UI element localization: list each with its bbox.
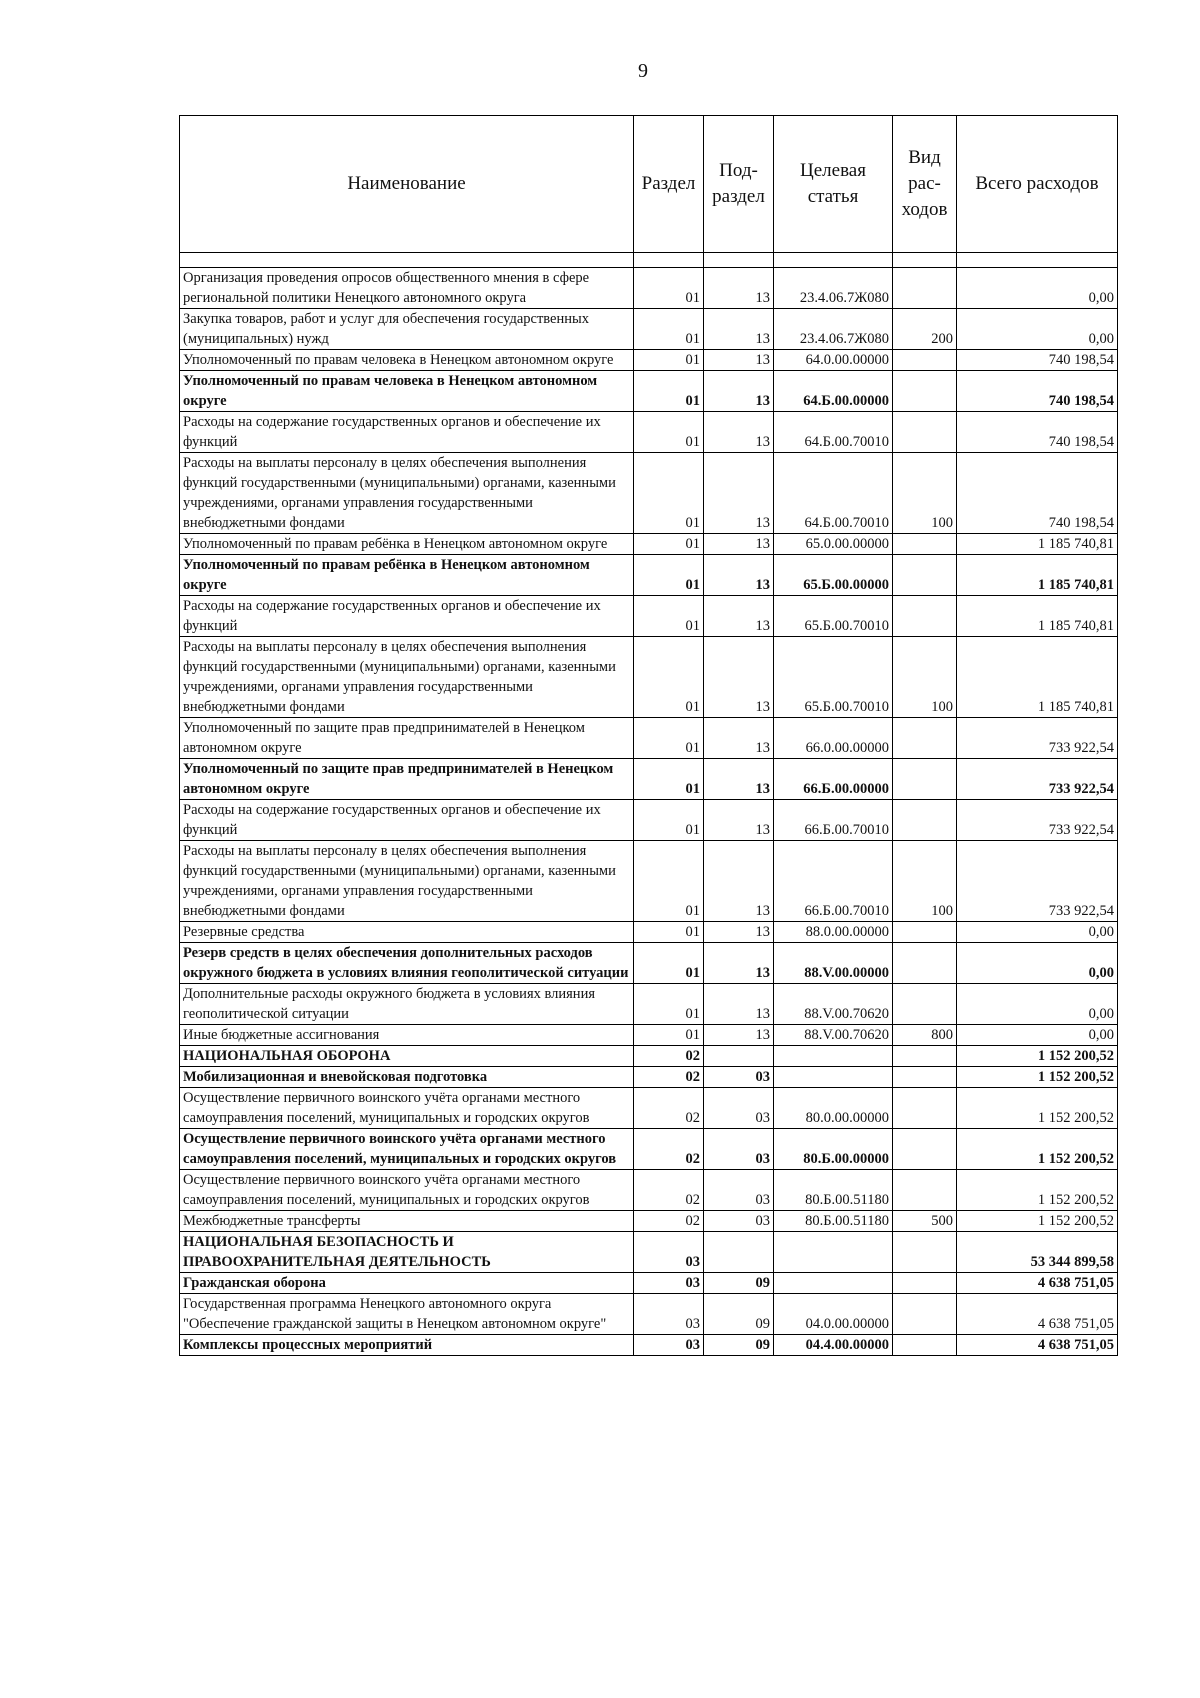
cell-total: 1 152 200,52 (957, 1170, 1118, 1211)
header-target: Целевая статья (774, 116, 893, 253)
cell-name: Осуществление первичного воинского учёта органами местного самоуправления поселений, муниципальных и городских округов (180, 1170, 634, 1211)
table-row (180, 943, 1118, 984)
cell-podrazdel: 13 (704, 309, 774, 350)
table-row (180, 1088, 1118, 1129)
cell-vid (893, 1088, 957, 1129)
cell-vid (893, 596, 957, 637)
budget-table (179, 115, 1118, 1356)
cell-name: Государственная программа Ненецкого автономного округа "Обеспечение гражданской защиты в Ненецком автономном округе" (180, 1294, 634, 1335)
cell-total: 0,00 (957, 984, 1118, 1025)
cell-podrazdel: 13 (704, 922, 774, 943)
cell-total: 0,00 (957, 1025, 1118, 1046)
cell-vid (893, 1129, 957, 1170)
cell-podrazdel: 13 (704, 637, 774, 718)
cell-razdel: 01 (634, 984, 704, 1025)
cell-podrazdel: 03 (704, 1067, 774, 1088)
cell-target: 65.Б.00.00000 (774, 555, 893, 596)
table-row (180, 1025, 1118, 1046)
cell-razdel: 02 (634, 1067, 704, 1088)
cell-vid (893, 412, 957, 453)
table-row (180, 1170, 1118, 1211)
cell-total: 0,00 (957, 922, 1118, 943)
cell-razdel: 01 (634, 922, 704, 943)
table-row (180, 555, 1118, 596)
cell-name: Дополнительные расходы окружного бюджета в условиях влияния геополитической ситуации (180, 984, 634, 1025)
table-row (180, 1294, 1118, 1335)
cell-total: 740 198,54 (957, 412, 1118, 453)
cell-vid: 500 (893, 1211, 957, 1232)
cell-podrazdel: 13 (704, 371, 774, 412)
cell-name: Расходы на выплаты персоналу в целях обеспечения выполнения функций государственными (муниципальными) органами, казенными учреждениями, органами управления государственными внебюджетными фондами (180, 841, 634, 922)
cell-vid (893, 922, 957, 943)
cell-vid (893, 1294, 957, 1335)
table-row (180, 268, 1118, 309)
cell-vid (893, 800, 957, 841)
cell-name: Уполномоченный по правам человека в Ненецком автономном округе (180, 350, 634, 371)
cell-total: 740 198,54 (957, 350, 1118, 371)
cell-total: 4 638 751,05 (957, 1294, 1118, 1335)
cell-target: 66.Б.00.70010 (774, 800, 893, 841)
header-vid: Вид рас- ходов (893, 116, 957, 253)
cell-total: 1 152 200,52 (957, 1211, 1118, 1232)
cell-razdel: 01 (634, 309, 704, 350)
cell-podrazdel: 03 (704, 1129, 774, 1170)
cell-total: 740 198,54 (957, 371, 1118, 412)
cell-podrazdel: 13 (704, 350, 774, 371)
table-row (180, 984, 1118, 1025)
cell-razdel: 01 (634, 596, 704, 637)
cell-podrazdel: 13 (704, 453, 774, 534)
cell-total: 1 152 200,52 (957, 1046, 1118, 1067)
cell-target: 88.0.00.00000 (774, 922, 893, 943)
cell-podrazdel: 13 (704, 718, 774, 759)
cell-target: 88.V.00.70620 (774, 984, 893, 1025)
cell-razdel: 01 (634, 841, 704, 922)
table-row (180, 412, 1118, 453)
cell-vid (893, 984, 957, 1025)
table-row (180, 759, 1118, 800)
cell-total: 0,00 (957, 943, 1118, 984)
cell-razdel: 02 (634, 1211, 704, 1232)
cell-vid: 100 (893, 841, 957, 922)
cell-vid (893, 943, 957, 984)
cell-vid (893, 1273, 957, 1294)
cell-podrazdel: 13 (704, 534, 774, 555)
cell-razdel: 01 (634, 412, 704, 453)
cell-vid (893, 1170, 957, 1211)
cell-podrazdel (704, 1232, 774, 1273)
cell-podrazdel: 13 (704, 268, 774, 309)
table-row (180, 309, 1118, 350)
table-header-row (180, 116, 1118, 253)
cell-vid (893, 371, 957, 412)
header-name: Наименование (180, 116, 634, 253)
table-row (180, 1273, 1118, 1294)
cell-total: 733 922,54 (957, 841, 1118, 922)
cell-name: Закупка товаров, работ и услуг для обеспечения государственных (муниципальных) нужд (180, 309, 634, 350)
cell-podrazdel: 13 (704, 412, 774, 453)
cell-razdel: 01 (634, 943, 704, 984)
cell-razdel: 01 (634, 371, 704, 412)
cell-name: Резервные средства (180, 922, 634, 943)
cell-razdel: 01 (634, 555, 704, 596)
cell-vid (893, 1335, 957, 1356)
cell-target (774, 1232, 893, 1273)
cell-total: 1 152 200,52 (957, 1088, 1118, 1129)
table-row (180, 718, 1118, 759)
cell-target: 66.Б.00.00000 (774, 759, 893, 800)
cell-razdel: 01 (634, 759, 704, 800)
table-row (180, 637, 1118, 718)
cell-target (774, 1046, 893, 1067)
cell-name: Расходы на содержание государственных органов и обеспечение их функций (180, 412, 634, 453)
cell-razdel: 01 (634, 350, 704, 371)
cell-razdel: 02 (634, 1046, 704, 1067)
table-row (180, 922, 1118, 943)
cell-total: 1 152 200,52 (957, 1067, 1118, 1088)
cell-podrazdel: 09 (704, 1335, 774, 1356)
cell-name: Осуществление первичного воинского учёта органами местного самоуправления поселений, муниципальных и городских округов (180, 1129, 634, 1170)
cell-name: Уполномоченный по защите прав предпринимателей в Ненецком автономном округе (180, 759, 634, 800)
cell-vid (893, 1232, 957, 1273)
cell-vid: 100 (893, 453, 957, 534)
cell-razdel: 02 (634, 1129, 704, 1170)
cell-name: Осуществление первичного воинского учёта органами местного самоуправления поселений, муниципальных и городских округов (180, 1088, 634, 1129)
table-row (180, 596, 1118, 637)
cell-podrazdel: 03 (704, 1211, 774, 1232)
cell-target: 80.0.00.00000 (774, 1088, 893, 1129)
cell-razdel: 03 (634, 1294, 704, 1335)
cell-razdel: 01 (634, 453, 704, 534)
cell-name: Резерв средств в целях обеспечения дополнительных расходов окружного бюджета в условиях влияния геополитической ситуации (180, 943, 634, 984)
cell-total: 740 198,54 (957, 453, 1118, 534)
cell-name: Расходы на выплаты персоналу в целях обеспечения выполнения функций государственными (муниципальными) органами, казенными учреждениями, органами управления государственными внебюджетными фондами (180, 453, 634, 534)
header-podrazdel: Под- раздел (704, 116, 774, 253)
cell-total: 733 922,54 (957, 759, 1118, 800)
cell-target: 80.Б.00.00000 (774, 1129, 893, 1170)
table-row (180, 1335, 1118, 1356)
cell-target: 64.Б.00.70010 (774, 453, 893, 534)
cell-target: 65.Б.00.70010 (774, 596, 893, 637)
cell-vid (893, 555, 957, 596)
cell-target (774, 1273, 893, 1294)
table-row (180, 371, 1118, 412)
cell-total: 4 638 751,05 (957, 1335, 1118, 1356)
cell-razdel: 01 (634, 268, 704, 309)
cell-vid: 800 (893, 1025, 957, 1046)
cell-name: Расходы на содержание государственных органов и обеспечение их функций (180, 800, 634, 841)
cell-podrazdel: 13 (704, 984, 774, 1025)
cell-name: Расходы на выплаты персоналу в целях обеспечения выполнения функций государственными (муниципальными) органами, казенными учреждениями, органами управления государственными внебюджетными фондами (180, 637, 634, 718)
cell-razdel: 01 (634, 637, 704, 718)
table-row (180, 800, 1118, 841)
table-row (180, 453, 1118, 534)
cell-target: 88.V.00.70620 (774, 1025, 893, 1046)
cell-vid (893, 534, 957, 555)
cell-podrazdel: 13 (704, 555, 774, 596)
cell-podrazdel: 13 (704, 841, 774, 922)
cell-vid (893, 1067, 957, 1088)
cell-podrazdel: 13 (704, 800, 774, 841)
cell-name: НАЦИОНАЛЬНАЯ БЕЗОПАСНОСТЬ И ПРАВООХРАНИТЕЛЬНАЯ ДЕЯТЕЛЬНОСТЬ (180, 1232, 634, 1273)
cell-name: Межбюджетные трансферты (180, 1211, 634, 1232)
header-gap-row (180, 253, 1118, 268)
table-row (180, 1067, 1118, 1088)
cell-vid: 200 (893, 309, 957, 350)
cell-vid (893, 1046, 957, 1067)
cell-name: НАЦИОНАЛЬНАЯ ОБОРОНА (180, 1046, 634, 1067)
cell-razdel: 03 (634, 1273, 704, 1294)
cell-podrazdel: 13 (704, 596, 774, 637)
header-total: Всего расходов (957, 116, 1118, 253)
cell-name: Организация проведения опросов общественного мнения в сфере региональной политики Ненецкого автономного округа (180, 268, 634, 309)
cell-razdel: 02 (634, 1088, 704, 1129)
table-row (180, 841, 1118, 922)
table-row (180, 350, 1118, 371)
cell-podrazdel: 03 (704, 1088, 774, 1129)
cell-total: 733 922,54 (957, 800, 1118, 841)
cell-podrazdel: 09 (704, 1294, 774, 1335)
cell-target: 88.V.00.00000 (774, 943, 893, 984)
cell-vid (893, 759, 957, 800)
cell-podrazdel: 03 (704, 1170, 774, 1211)
table-row (180, 1129, 1118, 1170)
cell-podrazdel: 13 (704, 759, 774, 800)
cell-total: 4 638 751,05 (957, 1273, 1118, 1294)
cell-vid (893, 268, 957, 309)
cell-razdel: 01 (634, 718, 704, 759)
cell-podrazdel (704, 1046, 774, 1067)
cell-total: 1 152 200,52 (957, 1129, 1118, 1170)
cell-name: Иные бюджетные ассигнования (180, 1025, 634, 1046)
cell-podrazdel: 13 (704, 1025, 774, 1046)
cell-razdel: 03 (634, 1335, 704, 1356)
cell-razdel: 01 (634, 1025, 704, 1046)
cell-name: Гражданская оборона (180, 1273, 634, 1294)
cell-name: Уполномоченный по защите прав предпринимателей в Ненецком автономном округе (180, 718, 634, 759)
cell-razdel: 01 (634, 534, 704, 555)
cell-target: 66.Б.00.70010 (774, 841, 893, 922)
cell-total: 1 185 740,81 (957, 596, 1118, 637)
cell-vid (893, 718, 957, 759)
cell-total: 0,00 (957, 268, 1118, 309)
cell-target: 80.Б.00.51180 (774, 1170, 893, 1211)
cell-target (774, 1067, 893, 1088)
cell-total: 1 185 740,81 (957, 637, 1118, 718)
cell-name: Мобилизационная и вневойсковая подготовка (180, 1067, 634, 1088)
cell-target: 64.Б.00.00000 (774, 371, 893, 412)
cell-name: Уполномоченный по правам ребёнка в Ненецком автономном округе (180, 534, 634, 555)
cell-name: Уполномоченный по правам ребёнка в Ненецком автономном округе (180, 555, 634, 596)
cell-name: Расходы на содержание государственных органов и обеспечение их функций (180, 596, 634, 637)
cell-razdel: 02 (634, 1170, 704, 1211)
cell-target: 80.Б.00.51180 (774, 1211, 893, 1232)
cell-podrazdel: 13 (704, 943, 774, 984)
cell-name: Комплексы процессных мероприятий (180, 1335, 634, 1356)
table-row (180, 1046, 1118, 1067)
table-row (180, 1232, 1118, 1273)
cell-name: Уполномоченный по правам человека в Ненецком автономном округе (180, 371, 634, 412)
table-row (180, 534, 1118, 555)
cell-target: 04.4.00.00000 (774, 1335, 893, 1356)
cell-target: 23.4.06.7Ж080 (774, 309, 893, 350)
cell-target: 04.0.00.00000 (774, 1294, 893, 1335)
cell-total: 733 922,54 (957, 718, 1118, 759)
cell-target: 65.Б.00.70010 (774, 637, 893, 718)
cell-razdel: 03 (634, 1232, 704, 1273)
header-razdel: Раздел (634, 116, 704, 253)
cell-total: 1 185 740,81 (957, 555, 1118, 596)
cell-target: 64.Б.00.70010 (774, 412, 893, 453)
table-body (180, 253, 1118, 1356)
cell-vid (893, 350, 957, 371)
cell-razdel: 01 (634, 800, 704, 841)
cell-total: 0,00 (957, 309, 1118, 350)
cell-total: 1 185 740,81 (957, 534, 1118, 555)
cell-target: 23.4.06.7Ж080 (774, 268, 893, 309)
cell-vid: 100 (893, 637, 957, 718)
cell-target: 64.0.00.00000 (774, 350, 893, 371)
cell-target: 66.0.00.00000 (774, 718, 893, 759)
page-number: 9 (638, 60, 648, 82)
table-row (180, 1211, 1118, 1232)
cell-total: 53 344 899,58 (957, 1232, 1118, 1273)
cell-target: 65.0.00.00000 (774, 534, 893, 555)
cell-podrazdel: 09 (704, 1273, 774, 1294)
